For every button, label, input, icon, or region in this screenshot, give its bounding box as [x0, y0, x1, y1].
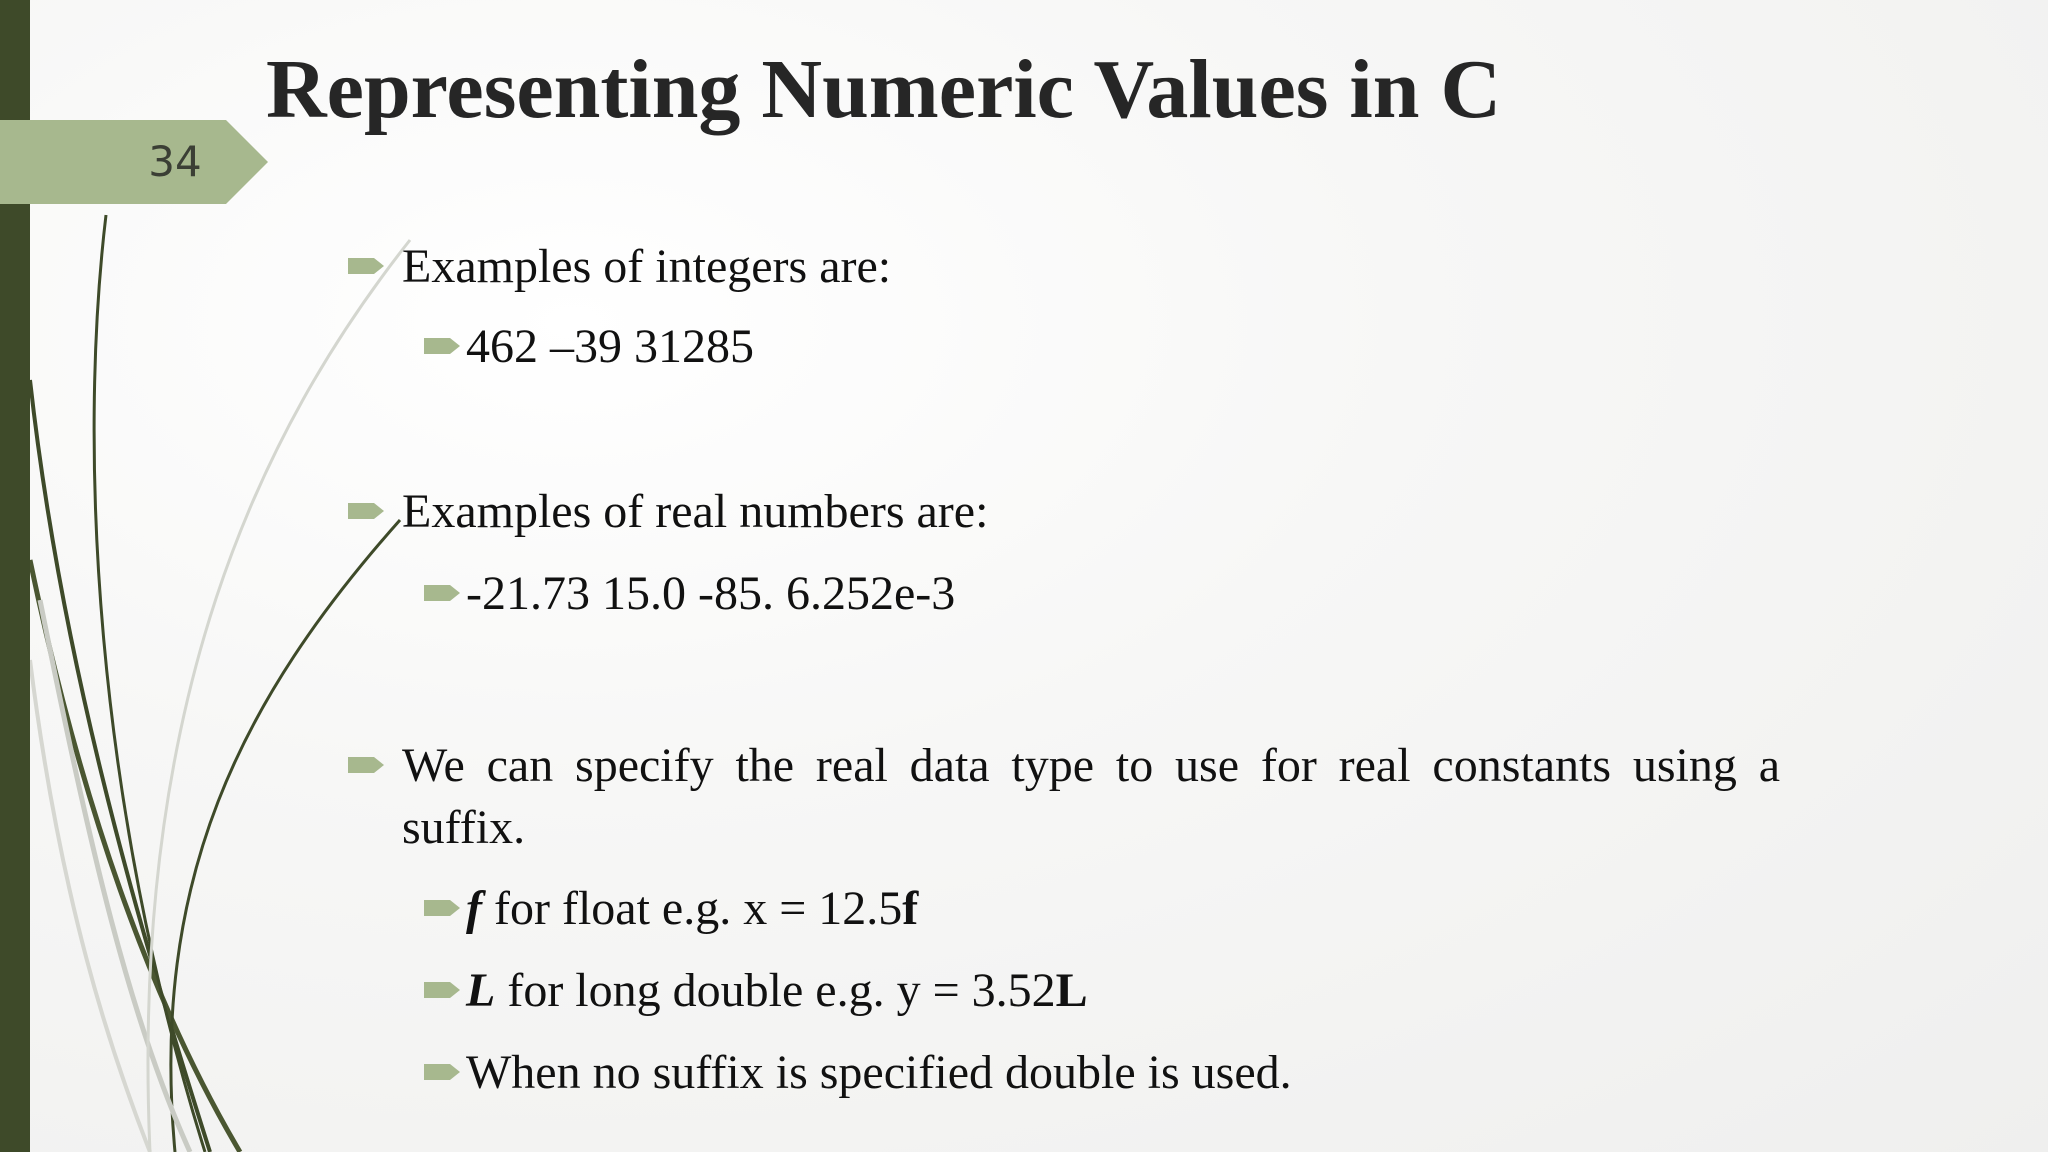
suffix-letter: L	[466, 964, 496, 1017]
suffix-description: for float e.g. x = 12.5	[481, 882, 903, 935]
sub-bullet-real-examples	[424, 563, 955, 625]
arrow-bullet-icon	[424, 1064, 460, 1080]
slide-title: Representing Numeric Values in C	[266, 43, 1502, 136]
bullet-text: Examples of real numbers are:	[402, 485, 989, 538]
arrow-bullet-icon	[348, 757, 384, 773]
arrow-bullet-icon	[424, 900, 460, 916]
bullet-integers	[348, 236, 891, 298]
sub-bullet-text	[466, 960, 1088, 1022]
sub-bullet-text: -21.73 15.0 -85. 6.252e-3	[466, 567, 956, 620]
bullet-suffix	[348, 735, 1780, 859]
suffix-example-letter: f	[902, 882, 919, 935]
suffix-letter: f	[466, 882, 482, 935]
bullet-text: We can specify the real data type to use for real constants using a suffix.	[402, 739, 1780, 854]
sub-bullet-text: 462 –39 31285	[466, 320, 754, 373]
sub-bullet-text	[466, 878, 918, 940]
suffix-description: for long double e.g. y = 3.52	[495, 964, 1056, 1017]
arrow-bullet-icon	[424, 585, 460, 601]
bullet-real-numbers	[348, 481, 988, 543]
sub-bullet-float-suffix	[424, 878, 918, 940]
page-number: 34	[148, 137, 202, 186]
sub-bullet-text: When no suffix is specified double is used.	[466, 1046, 1292, 1099]
suffix-example-letter: L	[1055, 964, 1088, 1017]
sub-bullet-integer-examples	[424, 316, 754, 378]
arrow-bullet-icon	[348, 258, 384, 274]
sub-bullet-no-suffix	[424, 1042, 1292, 1104]
arrow-bullet-icon	[424, 982, 460, 998]
arrow-bullet-icon	[424, 338, 460, 354]
arrow-bullet-icon	[348, 503, 384, 519]
sub-bullet-long-double-suffix	[424, 960, 1088, 1022]
bullet-text: Examples of integers are:	[402, 240, 892, 293]
